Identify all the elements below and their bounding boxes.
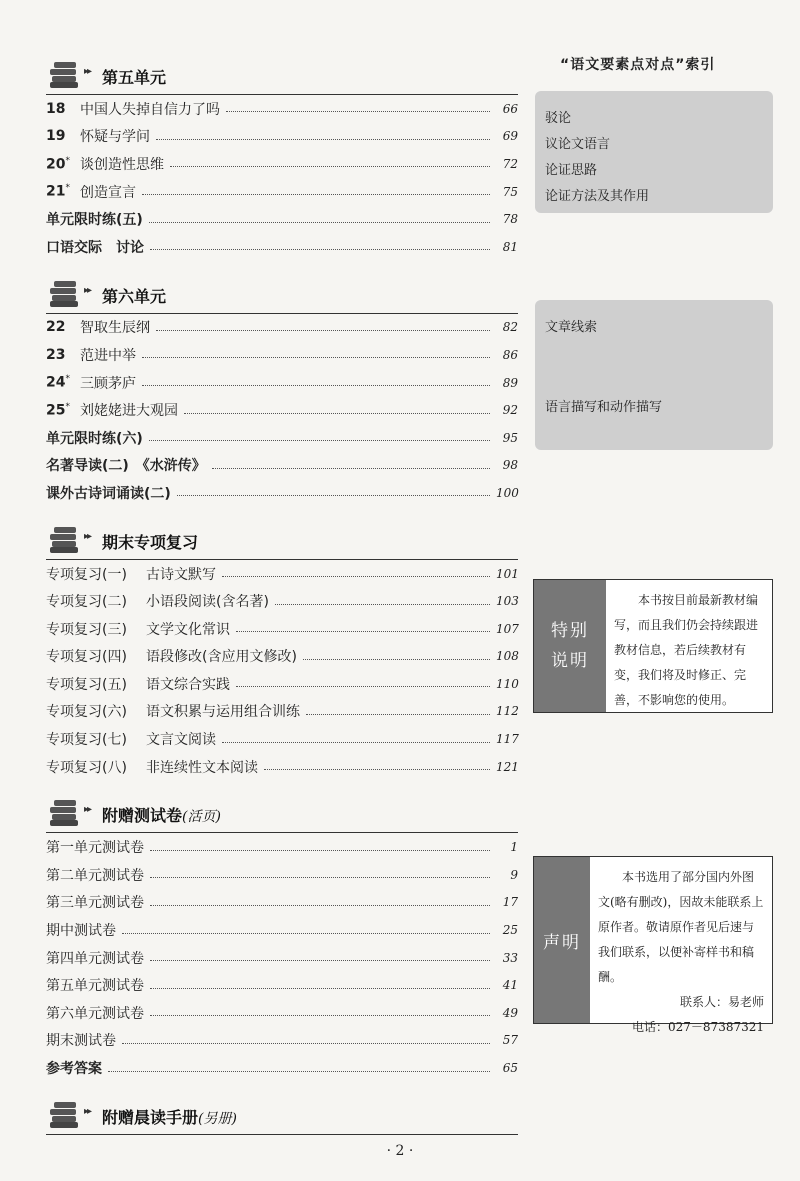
toc-entry [46, 833, 518, 861]
lesson-number: 22 [46, 319, 66, 336]
section-tests [46, 794, 518, 1081]
review-label: 专项复习(二) [46, 594, 127, 611]
section-unit-6 [46, 275, 518, 507]
toc-entry [46, 1054, 518, 1082]
page-ref: 108 [496, 649, 519, 664]
leader-dots [156, 139, 490, 140]
leader-dots [150, 877, 490, 878]
contact-person: 联系人：易老师 [679, 995, 764, 1009]
toc-entry [46, 369, 518, 397]
leader-dots [122, 933, 490, 934]
lesson-number: 18 [46, 100, 66, 117]
page-ref: 98 [502, 458, 518, 473]
leader-dots [184, 413, 490, 414]
entry-title: 名著导读(二) 《水浒传》 [46, 458, 206, 475]
section-title: 第六单元 [102, 286, 167, 306]
toc-entry [46, 944, 518, 972]
leader-dots [212, 468, 490, 469]
entry-title: 语段修改(含应用文修改) [146, 649, 297, 666]
entry-title: 文言文阅读 [146, 732, 216, 749]
leader-dots [303, 659, 490, 660]
lesson-number: 25* [46, 401, 70, 419]
leader-dots [149, 440, 490, 441]
page-ref: 25 [502, 923, 518, 938]
index-item: 议论文语言 [545, 137, 611, 152]
leader-dots [222, 576, 490, 577]
section-header [46, 56, 518, 95]
toc-entry [46, 999, 518, 1027]
review-label: 专项复习(八) [46, 759, 127, 776]
toc-entry [46, 587, 518, 615]
page-ref: 110 [496, 676, 519, 691]
page-ref: 86 [502, 347, 518, 362]
books-icon [50, 281, 80, 307]
page-ref: 1 [510, 840, 518, 855]
lesson-number: 19 [46, 128, 66, 145]
toc-entry [46, 396, 518, 424]
page-ref: 78 [502, 212, 518, 227]
entry-title: 口语交际 讨论 [46, 239, 144, 256]
section-title: 附赠测试卷(活页) [102, 806, 221, 826]
toc-entry [46, 479, 518, 507]
statement-tag: 声明 [534, 857, 590, 1023]
leader-dots [306, 714, 490, 715]
page-ref: 121 [496, 759, 519, 774]
toc-entry [46, 95, 518, 123]
section-final-review [46, 521, 518, 781]
toc-entry [46, 452, 518, 480]
page-ref: 9 [510, 867, 518, 882]
entry-title: 期末测试卷 [46, 1033, 116, 1050]
toc-entry [46, 205, 518, 233]
page-ref: 107 [496, 621, 519, 636]
leader-dots [170, 166, 490, 167]
entry-title: 三顾茅庐 [80, 375, 136, 392]
entry-title: 谈创造性思维 [80, 156, 164, 173]
review-label: 专项复习(四) [46, 649, 127, 666]
page-ref: 57 [502, 1033, 518, 1048]
toc-entry [46, 341, 518, 369]
toc-entry [46, 178, 518, 206]
section-morning-reading [46, 1096, 518, 1135]
special-note-tag: 特别说明 [534, 580, 606, 712]
entry-title: 创造宣言 [80, 184, 136, 201]
index-item: 驳论 [545, 111, 572, 126]
entry-title: 智取生辰纲 [80, 320, 150, 337]
page-ref: 75 [502, 184, 518, 199]
toc-entry [46, 314, 518, 342]
contact-phone: 电话：027－87387321 [632, 1020, 764, 1034]
toc-entry [46, 889, 518, 917]
index-item: 论证方法及其作用 [545, 189, 650, 204]
toc-entry [46, 123, 518, 151]
toc-entry [46, 424, 518, 452]
entry-title: 语文综合实践 [146, 676, 230, 693]
toc-entry [46, 753, 518, 781]
page-ref: 82 [502, 320, 518, 335]
entry-title: 第六单元测试卷 [46, 1005, 144, 1022]
toc-entry [46, 615, 518, 643]
page-ref: 69 [502, 129, 518, 144]
page-ref: 100 [496, 485, 519, 500]
lesson-number: 23 [46, 346, 66, 363]
entry-title: 参考答案 [46, 1061, 102, 1078]
leader-dots [156, 330, 490, 331]
entry-title: 小语段阅读(含名著) [146, 594, 269, 611]
review-label: 专项复习(六) [46, 704, 127, 721]
entry-title: 单元限时练(六) [46, 430, 143, 447]
page-ref: 89 [502, 375, 518, 390]
page-ref: 101 [496, 566, 519, 581]
entry-title: 第五单元测试卷 [46, 978, 144, 995]
page-ref: 81 [502, 239, 518, 254]
toc-entry [46, 1027, 518, 1055]
toc-entry [46, 861, 518, 889]
leader-dots [142, 194, 490, 195]
books-icon [50, 800, 80, 826]
leader-dots [150, 1015, 490, 1016]
leader-dots [142, 357, 490, 358]
toc-entry [46, 670, 518, 698]
statement-box [533, 856, 773, 1034]
index-item: 语言描写和动作描写 [545, 400, 663, 415]
section-unit-5 [46, 56, 518, 261]
leader-dots [264, 769, 490, 770]
special-note-content: 本书按目前最新教材编写，而且我们仍会持续跟进教材信息，若后续教材有变，我们将及时修正、完善，不影响您的使用。 [614, 593, 759, 707]
entry-title: 刘姥姥进大观园 [80, 403, 178, 420]
books-icon [50, 62, 80, 88]
arrow-icon: ▸▸ [84, 530, 91, 542]
entry-title: 中国人失掉自信力了吗 [80, 101, 220, 118]
page-ref: 41 [502, 978, 518, 993]
page-ref: 103 [496, 594, 519, 609]
leader-dots [122, 1043, 490, 1044]
entry-title: 期中测试卷 [46, 923, 116, 940]
page-ref: 72 [502, 156, 518, 171]
lesson-number: 24* [46, 374, 70, 391]
section-title: 第五单元 [102, 68, 167, 87]
arrow-icon: ▸▸ [84, 66, 91, 77]
leader-dots [108, 1071, 490, 1072]
special-note-box [533, 579, 773, 713]
page-ref: 65 [502, 1061, 518, 1076]
page-ref: 49 [502, 1005, 518, 1020]
review-label: 专项复习(三) [46, 621, 127, 638]
entry-title: 语文积累与运用组合训练 [146, 704, 300, 721]
leader-dots [236, 631, 490, 632]
entry-title: 第三单元测试卷 [46, 895, 144, 912]
entry-title: 文学文化常识 [146, 621, 230, 638]
entry-title: 非连续性文本阅读 [146, 759, 258, 776]
statement-content: 本书选用了部分国内外图文(略有删改)，因故未能联系上原作者。敬请原作者见后速与我们联系，以便补寄样书和稿酬。 联系人：易老师 电话：027－87387321 [590, 857, 772, 1023]
arrow-icon: ▸▸ [84, 284, 91, 296]
leader-dots [142, 385, 490, 386]
entry-title: 第一单元测试卷 [46, 840, 144, 857]
section-title: 期末专项复习 [102, 532, 199, 552]
leader-dots [275, 604, 490, 605]
section-header [46, 794, 518, 833]
toc-entry [46, 971, 518, 999]
entry-title: 课外古诗词诵读(二) [46, 485, 171, 502]
section-header [46, 275, 518, 314]
page-ref: 17 [502, 895, 518, 910]
toc-entry [46, 643, 518, 671]
leader-dots [149, 222, 490, 223]
toc-entry [46, 233, 518, 261]
leader-dots [226, 111, 490, 112]
toc-column [46, 56, 518, 1135]
index-item: 论证思路 [545, 163, 598, 178]
books-icon [50, 1102, 80, 1128]
page-number: · 2 · [386, 1143, 414, 1159]
leader-dots [150, 960, 490, 961]
page-ref: 112 [496, 704, 519, 719]
page-ref: 33 [502, 950, 518, 965]
leader-dots [150, 988, 490, 989]
page-ref: 95 [502, 430, 518, 445]
leader-dots [236, 686, 490, 687]
index-box-unit-5 [535, 91, 773, 213]
leader-dots [150, 905, 490, 906]
books-icon [50, 527, 80, 553]
index-box-unit-6 [535, 300, 773, 450]
lesson-number: 21* [46, 183, 70, 200]
toc-entry [46, 150, 518, 178]
arrow-icon: ▸▸ [84, 804, 91, 816]
index-item: 文章线索 [545, 320, 598, 335]
leader-dots [150, 850, 490, 851]
arrow-icon: ▸▸ [84, 1105, 91, 1117]
entry-title: 怀疑与学问 [80, 129, 150, 146]
entry-title: 古诗文默写 [146, 566, 216, 583]
lesson-number: 20* [46, 155, 70, 173]
entry-title: 第二单元测试卷 [46, 867, 144, 884]
toc-entry [46, 916, 518, 944]
leader-dots [177, 495, 490, 496]
toc-entry [46, 560, 518, 588]
page-ref: 92 [502, 403, 518, 418]
toc-entry [46, 698, 518, 726]
entry-title: 单元限时练(五) [46, 212, 143, 229]
leader-dots [222, 742, 490, 743]
entry-title: 范进中举 [80, 347, 136, 364]
page-ref: 66 [502, 101, 518, 116]
review-label: 专项复习(一) [46, 566, 127, 583]
toc-entry [46, 725, 518, 753]
section-header [46, 521, 518, 560]
entry-title: 第四单元测试卷 [46, 950, 144, 967]
page-ref: 117 [496, 732, 519, 747]
review-label: 专项复习(七) [46, 732, 127, 749]
index-header: “语文要素点对点”索引 [560, 57, 716, 73]
review-label: 专项复习(五) [46, 676, 127, 693]
section-header [46, 1096, 518, 1135]
section-title: 附赠晨读手册(另册) [102, 1107, 237, 1127]
leader-dots [150, 249, 490, 250]
